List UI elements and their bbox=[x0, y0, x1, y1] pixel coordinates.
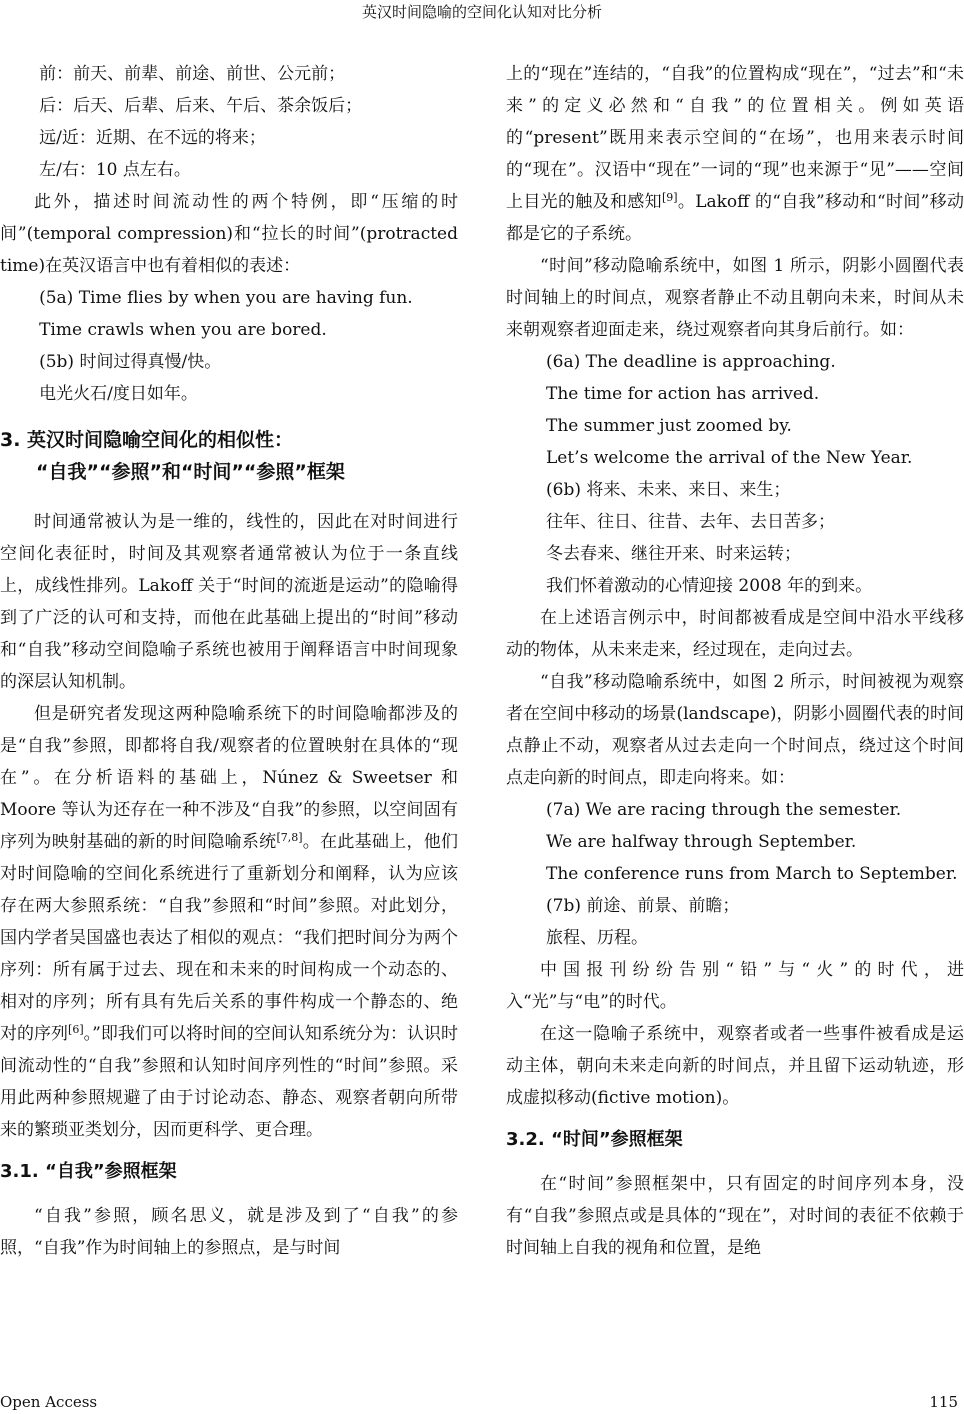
right-column bbox=[506, 58, 964, 1264]
paragraph-time-reference: 在“时间”参照框架中，只有固定的时间序列本身，没有“自我”参照点或是具体的“现在”，对时间的表征不依赖于时间轴上自我的视角和位置，是绝 bbox=[506, 1174, 964, 1258]
example-6a-line: The summer just zoomed by. bbox=[546, 416, 792, 436]
example-7b-line: (7b) 前途、前景、前瞻； bbox=[546, 896, 740, 916]
example-5a-line: (5a) Time flies by when you are having fun. bbox=[39, 288, 413, 308]
section-3-heading-line1: 3. 英汉时间隐喻空间化的相似性： bbox=[0, 429, 294, 451]
paragraph-continued bbox=[506, 58, 964, 250]
section-3-1-heading: 3.1. “自我”参照框架 bbox=[0, 1161, 177, 1182]
example-6b-line: 我们怀着激动的心情迎接 2008 年的到来。 bbox=[546, 576, 873, 596]
example-7a-line: (7a) We are racing through the semester. bbox=[546, 800, 902, 820]
paragraph-linear: 时间通常被认为是一维的，线性的，因此在对时间进行空间化表征时，时间及其观察者通常被认为位于一条直线上，成线性排列。Lakoff 关于“时间的流逝是运动”的隐喻得到了广泛的认可和支持，而他在此基础上提出的“时间”移动和“自我”移动空间隐喻子系统也被用于阐释语言中时间现象的深层认知机制。 bbox=[0, 512, 458, 692]
running-head: 英汉时间隐喻的空间化认知对比分析 bbox=[361, 3, 602, 21]
paragraph-fictive-motion: 在这一隐喻子系统中，观察者或者一些事件被看成是运动主体，朝向未来走向新的时间点，并且留下运动轨迹，形成虚拟移动(fictive motion)。 bbox=[506, 1024, 964, 1108]
example-5a-line: Time crawls when you are bored. bbox=[39, 320, 327, 340]
example-7a-line: The conference runs from March to September. bbox=[546, 864, 958, 884]
section-3-heading-line2: “自我”“参照”和“时间”“参照”框架 bbox=[36, 461, 345, 483]
example-6b-line: 往年、往日、往昔、去年、去日苦多； bbox=[546, 512, 835, 532]
paragraph-ego-moving: “自我”移动隐喻系统中，如图 2 所示，时间被视为观察者在空间中移动的场景(landscape)，阴影小圆圈代表的时间点静止不动，观察者从过去走向一个时间点，绕过这个时间点走向新的时间点，即走向将来。如： bbox=[506, 672, 964, 788]
paragraph-researchers bbox=[0, 698, 458, 1146]
paragraph-compression: 此外，描述时间流动性的两个特例，即“压缩的时间”(temporal compression)和“拉长的时间”(protracted time)在英汉语言中也有着相似的表述： bbox=[0, 192, 458, 276]
example-7b-line: 旅程、历程。 bbox=[546, 928, 648, 948]
footer-open-access: Open Access bbox=[0, 1393, 98, 1411]
example-6b-line: 冬去春来、继往开来、时来运转； bbox=[546, 544, 801, 564]
paragraph-researchers-part-b: 。在此基础上，他们对时间隐喻的空间化系统进行了重新划分和阐释，认为应该存在两大参照系统：“自我”参照和“时间”参照。对此划分，国内学者吴国盛也表达了相似的观点：“我们把时间分为两个序列：所有属于过去、现在和未来的时间构成一个动态的、相对的序列；所有具有先后关系的事件构成一个静态的、绝对的序列 bbox=[0, 832, 459, 1044]
section-3-heading bbox=[0, 424, 458, 488]
paragraph-continued-part-a: 上的“现在”连结的，“自我”的位置构成“现在”，“过去”和“未来”的定义必然和“自我”的位置相关。例如英语的“present”既用来表示空间的“在场”，也用来表示时间的“现在”。汉语中“现在”一词的“现”也来源于“见”——空间上目光的触及和感知 bbox=[506, 64, 964, 212]
citation-7-8: [7,8] bbox=[276, 831, 303, 844]
example-line: 前：前天、前辈、前途、前世、公元前； bbox=[39, 64, 346, 84]
example-6a-line: Let’s welcome the arrival of the New Year. bbox=[546, 448, 913, 468]
left-column bbox=[0, 58, 458, 1264]
paragraph-researchers-part-a: 但是研究者发现这两种隐喻系统下的时间隐喻都涉及的是“自我”参照，即都将自我/观察者的位置映射在具体的“现在”。在分析语料的基础上，Núnez & Sweetser 和 Moore 等认为还存在一种不涉及“自我”的参照，以空间固有序列为映射基础的新的时间隐喻系统 bbox=[0, 704, 458, 852]
example-5b-line: (5b) 时间过得真慢/快。 bbox=[39, 352, 222, 372]
section-3-2-heading: 3.2. “时间”参照框架 bbox=[506, 1129, 683, 1150]
example-line: 远/近：近期、在不远的将来； bbox=[39, 128, 266, 148]
example-line: 左/右：10 点左右。 bbox=[39, 160, 191, 180]
example-6b-line: (6b) 将来、未来、来日、来生； bbox=[546, 480, 791, 500]
paragraph-ego-reference: “自我”参照，顾名思义，就是涉及到了“自我”的参照，“自我”作为时间轴上的参照点，是与时间 bbox=[0, 1206, 458, 1258]
example-6a-line: (6a) The deadline is approaching. bbox=[546, 352, 836, 372]
citation-9: [9] bbox=[661, 191, 678, 204]
paragraph-time-moving: “时间”移动隐喻系统中，如图 1 所示，阴影小圆圈代表时间轴上的时间点，观察者静止不动且朝向未来，时间从未来朝观察者迎面走来，绕过观察者向其身后前行。如： bbox=[506, 256, 964, 340]
example-6a-line: The time for action has arrived. bbox=[546, 384, 820, 404]
paragraph-horizontal: 在上述语言例示中，时间都被看成是空间中沿水平线移动的物体，从未来走来，经过现在，走向过去。 bbox=[506, 608, 964, 660]
example-5b-line: 电光火石/度日如年。 bbox=[39, 384, 198, 404]
example-7a-line: We are halfway through September. bbox=[546, 832, 857, 852]
citation-6: [6] bbox=[68, 1023, 84, 1036]
footer-page-number: 115 bbox=[929, 1393, 958, 1411]
paragraph-researchers-part-c: 。”即我们可以将时间的空间认知系统分为：认识时间流动性的“自我”参照和认知时间序列性的“时间”参照。采用此两种参照规避了由于讨论动态、静态、观察者朝向所带来的繁琐亚类划分，因而更科学、更合理。 bbox=[0, 1024, 458, 1140]
paragraph-continued-part-b: 。Lakoff 的“自我”移动和“时间”移动都是它的子系统。 bbox=[506, 192, 964, 244]
paragraph-newspaper: 中国报刊纷纷告别“铅”与“火”的时代，进入“光”与“电”的时代。 bbox=[506, 960, 964, 1012]
example-line: 后：后天、后辈、后来、午后、茶余饭后； bbox=[39, 96, 363, 116]
